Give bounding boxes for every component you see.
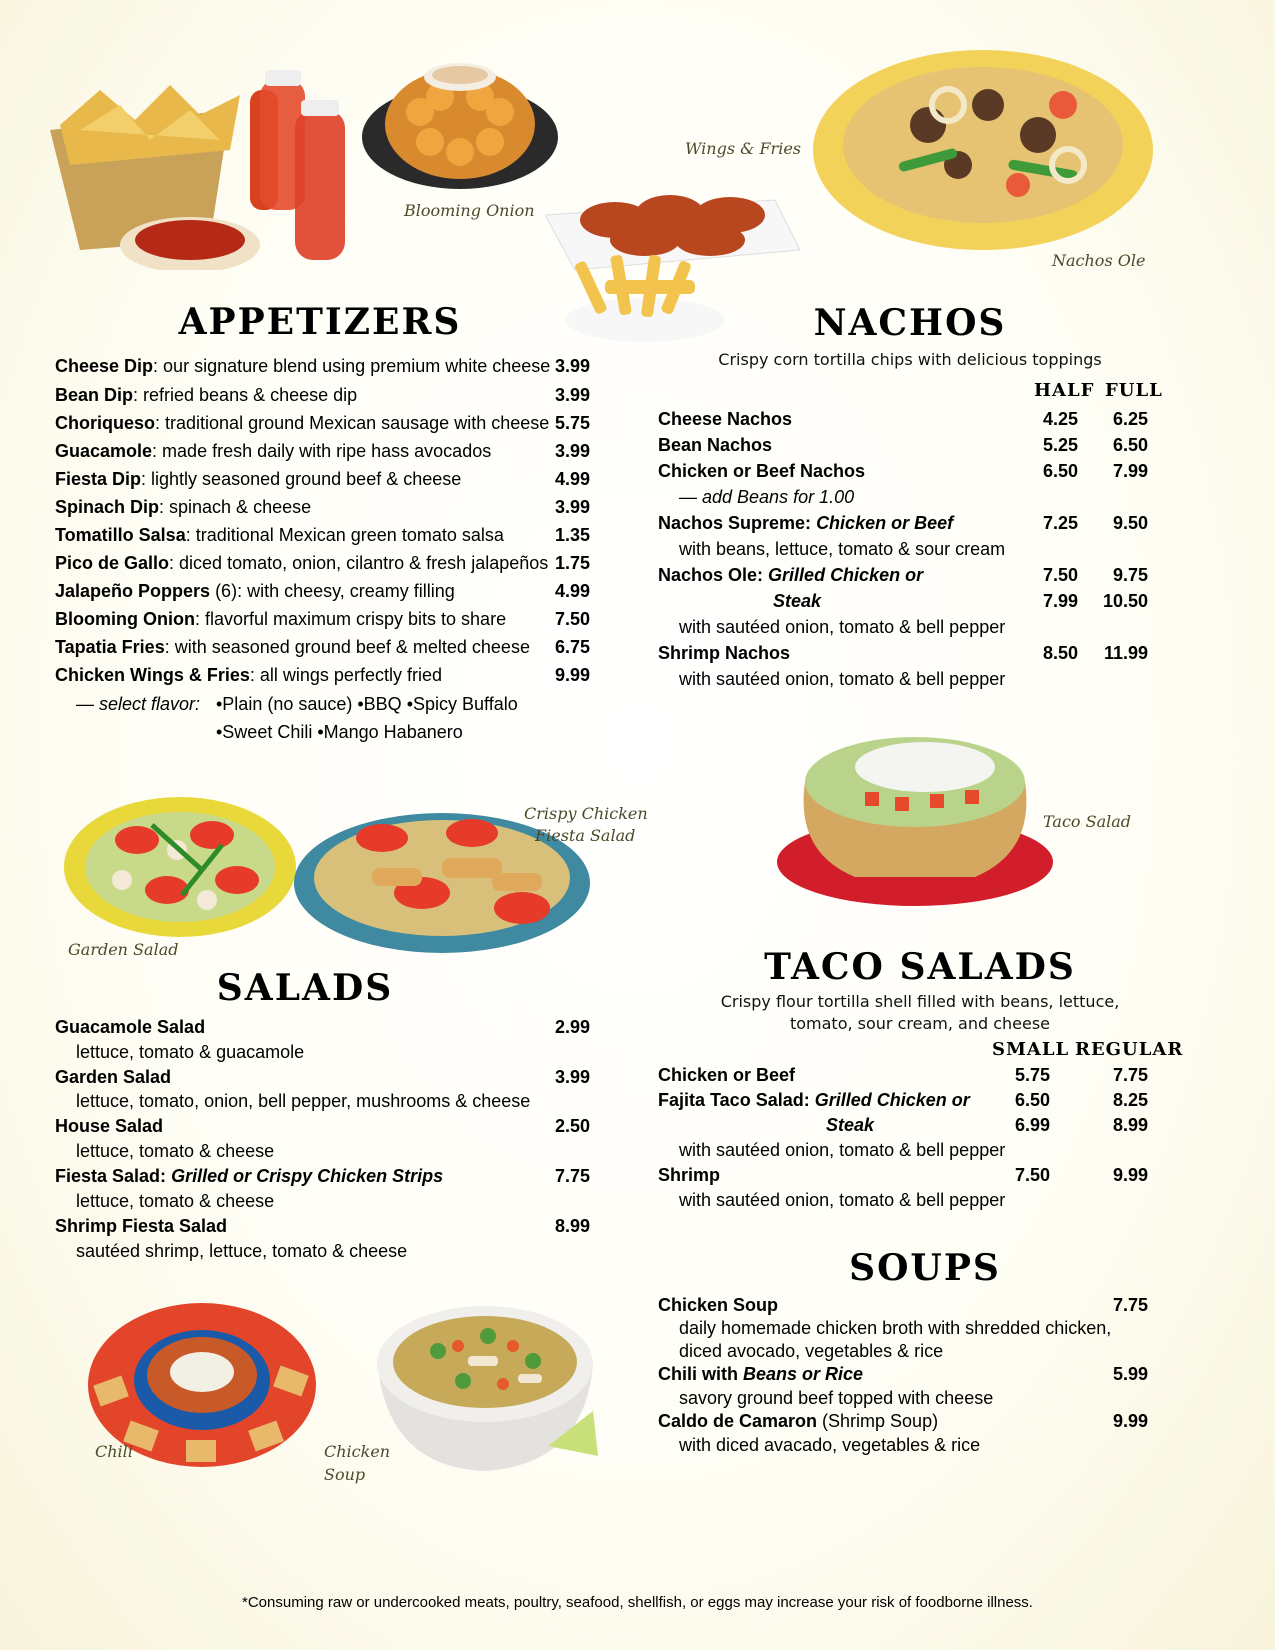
caption-crispy-chicken: Crispy Chicken xyxy=(524,804,648,823)
salad-desc: lettuce, tomato, onion, bell pepper, mushrooms & cheese xyxy=(76,1091,531,1111)
caption-chili: Chili xyxy=(95,1442,133,1461)
caption-chicken: Chicken xyxy=(324,1442,391,1461)
appetizer-price: 4.99 xyxy=(554,469,590,489)
salad-price: 2.50 xyxy=(554,1116,590,1136)
appetizer-price: 3.99 xyxy=(554,497,590,517)
nachos-desc: with beans, lettuce, tomato & sour cream xyxy=(679,539,1006,559)
taco-salad-item: Chicken or Beef xyxy=(658,1065,796,1085)
soup-price: 9.99 xyxy=(1112,1411,1148,1431)
caption-fiesta-salad: Fiesta Salad xyxy=(535,826,636,845)
appetizer-item: Chicken Wings & Fries: all wings perfectly fried xyxy=(55,665,442,685)
taco-small-price: 5.75 xyxy=(1014,1065,1050,1085)
soup-item: Caldo de Camaron (Shrimp Soup) xyxy=(658,1411,939,1431)
nachos-option-steak: Steak xyxy=(773,591,822,611)
taco-salad-image xyxy=(775,712,1055,907)
caption-wings-fries: Wings & Fries xyxy=(685,139,801,158)
appetizer-price: 3.99 xyxy=(554,441,590,461)
nachos-item: Chicken or Beef Nachos xyxy=(658,461,866,481)
appetizer-price: 3.99 xyxy=(554,385,590,405)
nachos-full-price: 9.50 xyxy=(1112,513,1148,533)
taco-salad-item: Shrimp xyxy=(658,1165,721,1185)
nachos-item: Nachos Ole: Grilled Chicken or xyxy=(658,565,924,585)
salad-desc: lettuce, tomato & cheese xyxy=(76,1191,275,1211)
appetizer-price: 4.99 xyxy=(554,581,590,601)
taco-salads-heading: TACO SALADS xyxy=(764,946,1076,988)
taco-salad-item: Fajita Taco Salad: Grilled Chicken or xyxy=(658,1090,970,1110)
nachos-full-price: 6.50 xyxy=(1112,435,1148,455)
soup-price: 5.99 xyxy=(1112,1364,1148,1384)
nachos-half-price: 7.50 xyxy=(1042,565,1078,585)
salad-item: Guacamole Salad xyxy=(55,1017,206,1037)
nachos-full-price: 9.75 xyxy=(1112,565,1148,585)
salads-heading: SALADS xyxy=(216,967,394,1009)
nachos-half-price: 7.25 xyxy=(1042,513,1078,533)
taco-regular-price: 7.75 xyxy=(1112,1065,1148,1085)
soup-desc: savory ground beef topped with cheese xyxy=(679,1388,994,1408)
nachos-half-price: 4.25 xyxy=(1042,409,1078,429)
salad-item: Garden Salad xyxy=(55,1067,172,1087)
appetizer-price: 6.75 xyxy=(554,637,590,657)
salad-desc: lettuce, tomato & cheese xyxy=(76,1141,275,1161)
appetizer-item: Tomatillo Salsa: traditional Mexican green tomato salsa xyxy=(55,525,504,545)
nachos-item: Nachos Supreme: Chicken or Beef xyxy=(658,513,954,533)
soup-desc: with diced avacado, vegetables & rice xyxy=(679,1435,981,1455)
flavor-options-line2: •Sweet Chili •Mango Habanero xyxy=(216,722,463,742)
soup-item: Chicken Soup xyxy=(658,1295,779,1315)
nachos-full-price: 10.50 xyxy=(1102,591,1148,611)
taco-option-steak: Steak xyxy=(826,1115,875,1135)
salad-item: Shrimp Fiesta Salad xyxy=(55,1216,228,1236)
appetizer-item: Fiesta Dip: lightly seasoned ground beef & cheese xyxy=(55,469,462,489)
nachos-desc: with sautéed onion, tomato & bell pepper xyxy=(679,617,1006,637)
appetizer-price: 3.99 xyxy=(554,356,590,376)
nachos-half-price: 8.50 xyxy=(1042,643,1078,663)
nachos-col-full: FULL xyxy=(1105,380,1163,401)
taco-salad-desc: with sautéed onion, tomato & bell pepper xyxy=(679,1140,1006,1160)
appetizer-price: 1.35 xyxy=(554,525,590,545)
salad-item: Fiesta Salad: Grilled or Crispy Chicken Strips xyxy=(55,1166,444,1186)
appetizer-item: Jalapeño Poppers (6): with cheesy, creamy filling xyxy=(55,581,455,601)
chips-salsa-image xyxy=(40,70,280,270)
appetizer-item: Cheese Dip: our signature blend using premium white cheese xyxy=(55,356,551,376)
soup-desc: diced avocado, vegetables & rice xyxy=(679,1341,944,1361)
taco-salads-subtitle-line1: Crispy flour tortilla shell filled with beans, lettuce, xyxy=(720,992,1120,1011)
appetizers-heading: APPETIZERS xyxy=(178,301,462,343)
appetizer-price: 9.99 xyxy=(554,665,590,685)
taco-small-price: 6.99 xyxy=(1014,1115,1050,1135)
nachos-full-price: 6.25 xyxy=(1112,409,1148,429)
salad-price: 7.75 xyxy=(554,1166,590,1186)
appetizer-item: Bean Dip: refried beans & cheese dip xyxy=(55,385,358,405)
caption-garden-salad: Garden Salad xyxy=(68,940,179,959)
salad-item: House Salad xyxy=(55,1116,164,1136)
appetizer-item: Guacamole: made fresh daily with ripe hass avocados xyxy=(55,441,492,461)
taco-col-small: SMALL xyxy=(992,1039,1070,1060)
salad-desc: lettuce, tomato & guacamole xyxy=(76,1042,305,1062)
caption-soup: Soup xyxy=(324,1465,366,1484)
nachos-subtitle: Crispy corn tortilla chips with delicious toppings xyxy=(718,350,1102,369)
soups-heading: SOUPS xyxy=(849,1247,1001,1289)
taco-small-price: 6.50 xyxy=(1014,1090,1050,1110)
appetizer-item: Pico de Gallo: diced tomato, onion, cilantro & fresh jalapeños xyxy=(55,553,549,573)
caption-blooming-onion: Blooming Onion xyxy=(404,201,535,220)
soup-price: 7.75 xyxy=(1112,1295,1148,1315)
caption-taco-salad: Taco Salad xyxy=(1043,812,1132,831)
nachos-item: Shrimp Nachos xyxy=(658,643,791,663)
taco-small-price: 7.50 xyxy=(1014,1165,1050,1185)
nachos-ole-image xyxy=(808,45,1158,255)
nachos-full-price: 11.99 xyxy=(1103,643,1148,663)
soup-item: Chili with Beans or Rice xyxy=(658,1364,864,1384)
taco-regular-price: 9.99 xyxy=(1112,1165,1148,1185)
foodborne-illness-disclaimer: *Consuming raw or undercooked meats, poultry, seafood, shellfish, or eggs may increase your risk of foodborne illness. xyxy=(242,1594,1033,1611)
salad-price: 2.99 xyxy=(554,1017,590,1037)
appetizer-item: Spinach Dip: spinach & cheese xyxy=(55,497,312,517)
nachos-full-price: 7.99 xyxy=(1112,461,1148,481)
nachos-col-half: HALF xyxy=(1034,380,1095,401)
appetizer-price: 5.75 xyxy=(554,413,590,433)
nachos-half-price: 5.25 xyxy=(1042,435,1078,455)
appetizer-item: Tapatia Fries: with seasoned ground beef & melted cheese xyxy=(55,637,530,657)
nachos-heading: NACHOS xyxy=(813,302,1007,344)
nachos-desc: with sautéed onion, tomato & bell pepper xyxy=(679,669,1006,689)
appetizer-price: 1.75 xyxy=(554,553,590,573)
appetizer-item: Blooming Onion: flavorful maximum crispy bits to share xyxy=(55,609,507,629)
nachos-half-price: 7.99 xyxy=(1042,591,1078,611)
taco-regular-price: 8.99 xyxy=(1112,1115,1148,1135)
salad-price: 8.99 xyxy=(554,1216,590,1236)
taco-salads-subtitle-line2: tomato, sour cream, and cheese xyxy=(789,1014,1051,1033)
nachos-item: Cheese Nachos xyxy=(658,409,793,429)
appetizer-price: 7.50 xyxy=(554,609,590,629)
nachos-half-price: 6.50 xyxy=(1042,461,1078,481)
chicken-soup-image xyxy=(368,1296,603,1481)
salad-price: 3.99 xyxy=(554,1067,590,1087)
nachos-item: Bean Nachos xyxy=(658,435,773,455)
soup-desc: daily homemade chicken broth with shredded chicken, xyxy=(679,1318,1112,1338)
hot-sauce-bottles-image xyxy=(255,70,355,270)
salad-desc: sautéed shrimp, lettuce, tomato & cheese xyxy=(76,1241,408,1261)
taco-salad-desc: with sautéed onion, tomato & bell pepper xyxy=(679,1190,1006,1210)
appetizer-item: Choriqueso: traditional ground Mexican sausage with cheese xyxy=(55,413,550,433)
blooming-onion-image xyxy=(360,42,560,192)
garden-salad-image xyxy=(62,795,302,940)
caption-nachos-ole: Nachos Ole xyxy=(1052,251,1146,270)
taco-col-regular: REGULAR xyxy=(1075,1039,1184,1060)
nachos-add-beans: — add Beans for 1.00 xyxy=(679,487,855,507)
taco-regular-price: 8.25 xyxy=(1112,1090,1148,1110)
flavor-options-line1: •Plain (no sauce) •BBQ •Spicy Buffalo xyxy=(216,694,518,714)
flavor-label: — select flavor: xyxy=(76,694,201,714)
